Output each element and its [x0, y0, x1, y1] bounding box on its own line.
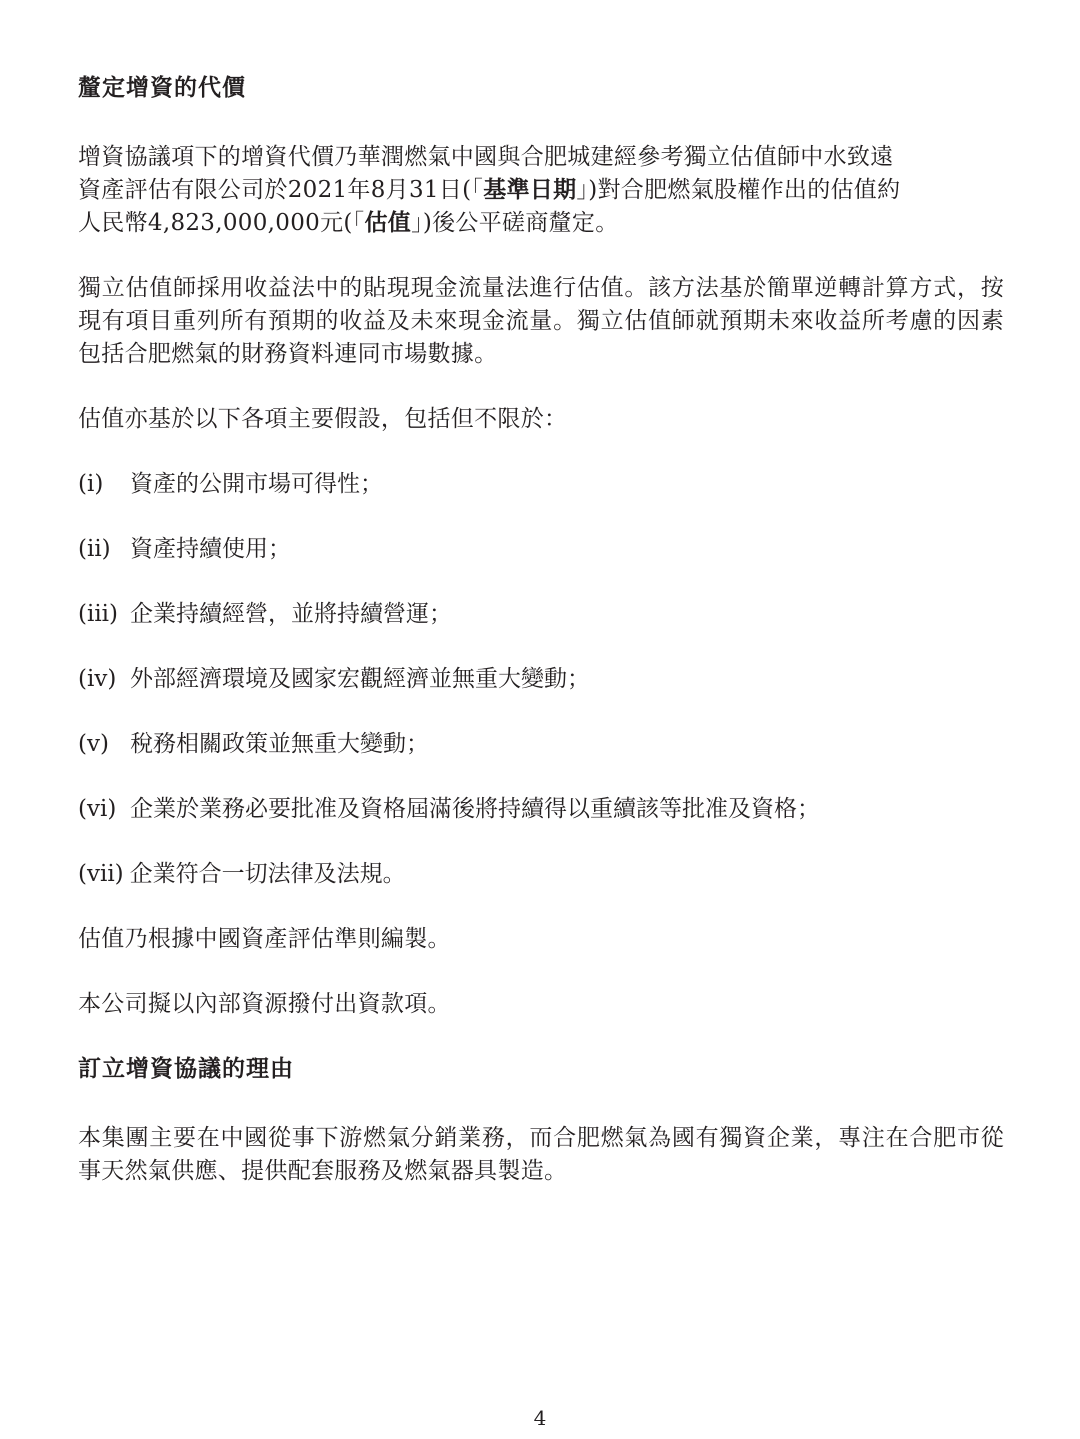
list-item-text: 企業持續經營，並將持續營運；: [130, 601, 452, 627]
list-item-text: 外部經濟環境及國家宏觀經濟並無重大變動；: [130, 666, 590, 692]
paragraph-valuation-standard: 估值乃根據中國資產評估準則編製。: [78, 926, 451, 952]
list-item-number: (i): [78, 471, 104, 497]
term-benchmark-date: 基準日期: [483, 177, 577, 203]
list-item: [78, 533, 1004, 566]
section-heading-reasons: 訂立增資協議的理由: [78, 1056, 294, 1082]
consideration-line-3a: 人民幣4,823,000,000元(「: [78, 210, 365, 236]
list-item-text: 企業符合一切法律及法規。: [129, 861, 406, 887]
list-item-number: (vi): [78, 796, 117, 822]
list-item-text: 稅務相關政策並無重大變動；: [130, 731, 429, 757]
paragraph-reasons: 本集團主要在中國從事下游燃氣分銷業務，而合肥燃氣為國有獨資企業，專注在合肥市從事天然氣供應、提供配套服務及燃氣器具製造。: [78, 1125, 1004, 1184]
list-item: [78, 728, 1004, 761]
paragraph-assumptions-intro: 估值亦基於以下各項主要假設，包括但不限於：: [78, 406, 568, 432]
consideration-line-2a: 資產評估有限公司於2021年8月31日(「: [78, 177, 484, 203]
page-number: 4: [533, 1406, 547, 1430]
paragraph-valuation-method: 獨立估值師採用收益法中的貼現現金流量法進行估值。該方法基於簡單逆轉計算方式，按現有項目重列所有預期的收益及未來現金流量。獨立估值師就預期未來收益所考慮的因素包括合肥燃氣的財務資料連同市場數據。: [78, 275, 1004, 367]
assumptions-list: [78, 468, 1004, 891]
list-item-number: (iii): [78, 601, 119, 627]
list-item: [78, 468, 1004, 501]
list-item-number: (vii): [78, 861, 124, 887]
section-heading-consideration: 釐定增資的代價: [78, 75, 246, 101]
list-item: [78, 598, 1004, 631]
consideration-line-2b: 」)對合肥燃氣股權作出的估值約: [576, 177, 901, 203]
list-item-number: (v): [78, 731, 109, 757]
list-item-number: (iv): [78, 666, 117, 692]
paragraph-consideration: [78, 141, 1004, 240]
consideration-line-3b: 」)後公平磋商釐定。: [411, 210, 619, 236]
list-item: [78, 793, 1004, 826]
term-valuation: 估值: [364, 210, 412, 236]
list-item-text: 資產的公開市場可得性；: [130, 471, 383, 497]
page-content: [78, 72, 1004, 1188]
list-item: [78, 858, 1004, 891]
paragraph-funding: 本公司擬以內部資源撥付出資款項。: [78, 991, 451, 1017]
consideration-line-1: 增資協議項下的增資代價乃華潤燃氣中國與合肥城建經參考獨立估值師中水致遠: [78, 144, 894, 170]
list-item-number: (ii): [78, 536, 111, 562]
list-item: [78, 663, 1004, 696]
list-item-text: 資產持續使用；: [130, 536, 291, 562]
list-item-text: 企業於業務必要批准及資格屆滿後將持續得以重續該等批准及資格；: [130, 796, 820, 822]
